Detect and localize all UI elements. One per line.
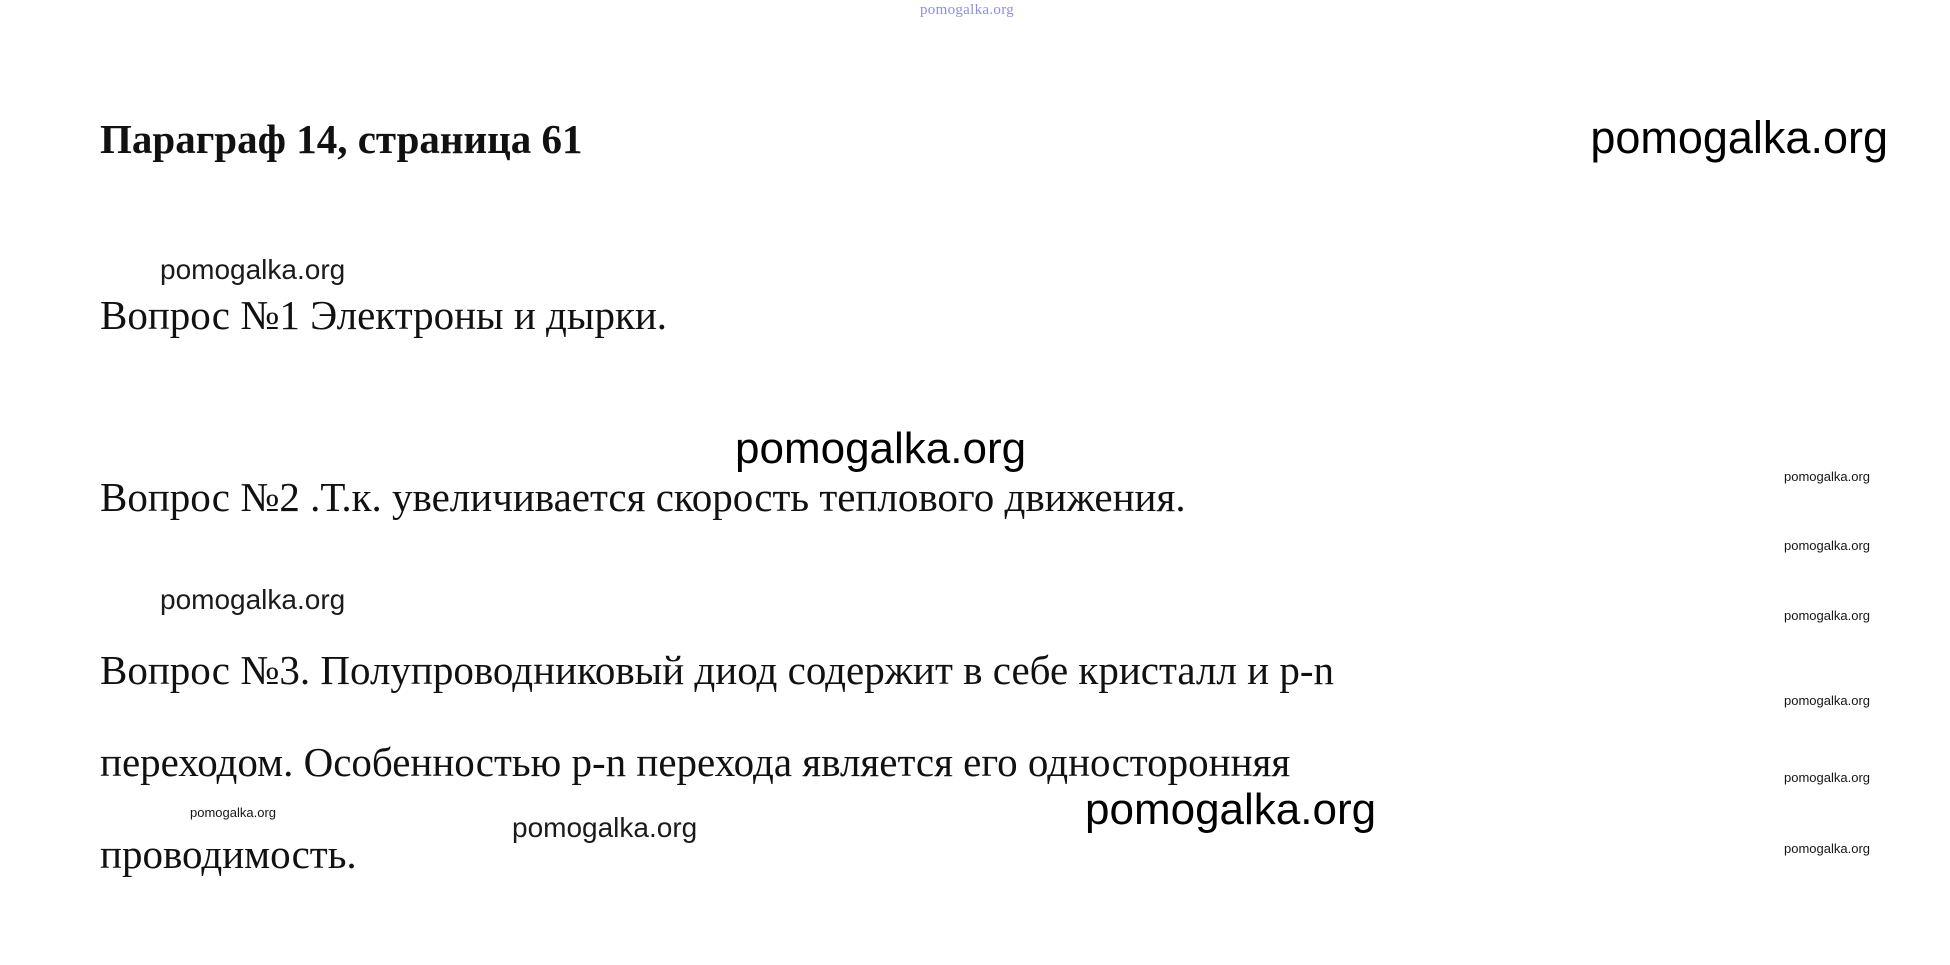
watermark-large-1: pomogalka.org xyxy=(735,424,1027,473)
watermark-medium-1: pomogalka.org xyxy=(160,254,346,285)
watermark-small-3: pomogalka.org xyxy=(1784,608,1870,623)
watermark-medium-3: pomogalka.org xyxy=(512,812,698,843)
watermark-large-2: pomogalka.org xyxy=(1085,785,1377,834)
watermark-small-2: pomogalka.org xyxy=(1784,538,1870,553)
page-title: Параграф 14, страница 61 xyxy=(100,116,583,162)
watermark-medium-2: pomogalka.org xyxy=(160,584,346,615)
watermark-small-7: pomogalka.org xyxy=(190,805,276,820)
document-line-question-3-c: проводимость. xyxy=(100,831,357,877)
document-line-question-3-b: переходом. Особенностью p-n перехода является его односторонняя xyxy=(100,739,1291,785)
watermark-top-tiny: pomogalka.org xyxy=(920,2,1015,18)
watermark-small-4: pomogalka.org xyxy=(1784,693,1870,708)
watermark-small-6: pomogalka.org xyxy=(1784,841,1870,856)
watermark-small-5: pomogalka.org xyxy=(1784,770,1870,785)
watermark-brand-top-right: pomogalka.org xyxy=(1590,112,1888,163)
document-line-question-1: Вопрос №1 Электроны и дырки. xyxy=(100,292,668,338)
document-line-question-2: Вопрос №2 .Т.к. увеличивается скорость теплового движения. xyxy=(100,474,1186,520)
document-line-question-3-a: Вопрос №3. Полупроводниковый диод содержит в себе кристалл и p-n xyxy=(100,647,1334,693)
watermark-small-1: pomogalka.org xyxy=(1784,469,1870,484)
